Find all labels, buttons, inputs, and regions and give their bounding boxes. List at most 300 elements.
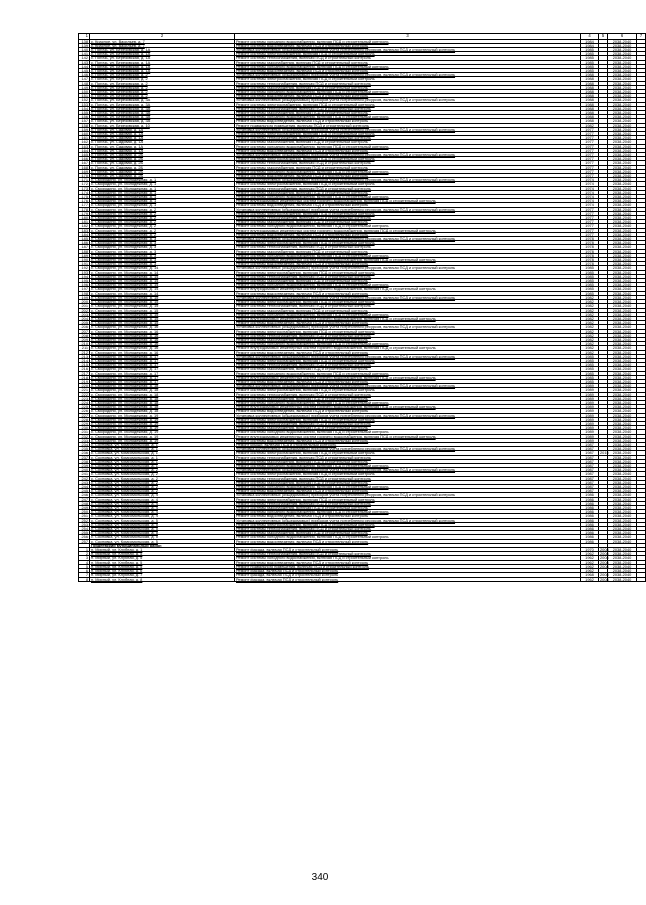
planned-period-cell: 2038-2040 [608,186,637,190]
build-year-cell: 1985 [581,358,599,362]
address-cell: с. Смородино, ул. Молодежная, д. 15 [90,304,235,308]
planned-period-cell: 2038-2040 [608,249,637,253]
build-year-cell: 1985 [581,274,599,278]
row-number: 197 [79,287,90,291]
build-year-cell: 1982 [581,300,599,304]
row-number: 254 [79,527,90,531]
row-number: 211 [79,346,90,350]
planned-period-cell: 2038-2040 [608,514,637,518]
address-cell: с. Погочь, ул. Березовская, д. 3А [90,102,235,106]
table-body [79,39,646,581]
address-cell: с. Сосновка, ул. Комсомольская, д. 2 [90,485,235,489]
address-cell: с. Погочь, ул. Березовская, д. 10 [90,123,235,127]
row-number: 162 [79,140,90,144]
address-cell: с. Смородино, ул. Молодежная, д. 14 [90,270,235,274]
build-year-cell: 1986 [581,535,599,539]
planned-period-cell: 2038-2040 [608,552,637,556]
work-type-cell: Ремонт системы газоснабжения, включая ПСД и строительный контроль [235,308,581,312]
row-number: 248 [79,501,90,505]
work-type-cell: Ремонт системы электроснабжения, включая ПСД и строительный контроль [235,102,581,106]
build-year-cell: 1977 [581,144,599,148]
planned-period-cell: 2038-2040 [608,56,637,60]
address-cell: с. Погочь, ул. Березовская, д. 1А [90,52,235,56]
build-year-cell: 1985 [581,363,599,367]
planned-period-cell: 2038-2040 [608,106,637,110]
address-cell: с. Погочь, ул. Березовская, д. 1А [90,47,235,51]
row-number: 249 [79,506,90,510]
work-type-cell: Ремонт системы водоотведения, включая ПСД и строительный контроль [235,174,581,178]
build-year-cell: 1987 [581,489,599,493]
build-year-cell: 1986 [581,539,599,543]
planned-period-cell: 2038-2040 [608,358,637,362]
build-year-cell: 1974 [581,199,599,203]
build-year-cell: 1985 [581,379,599,383]
planned-period-cell: 2038-2040 [608,245,637,249]
build-year-cell: 1988 [581,102,599,106]
address-cell: с. Погочь, ул. Березовская, д. 3А [90,110,235,114]
work-type-cell: Ремонт системы теплоснабжения, включая ПСД и строительный контроль [235,363,581,367]
build-year-cell: 1986 [581,493,599,497]
planned-period-cell: 2038-2040 [608,350,637,354]
row-number: 227 [79,413,90,417]
address-cell: с. Смородино, ул. Молодежная, д. 17 [90,379,235,383]
row-number: 217 [79,371,90,375]
address-cell: с. Смородино, ул. Молодежная, д. 15 [90,312,235,316]
build-year-cell: 1978 [581,258,599,262]
address-cell: с. Смородино, ул. Молодежная, д. 1 [90,178,235,182]
planned-period-cell: 2038-2040 [608,258,637,262]
work-type-cell: Ремонт системы водоотведения, включая ПСД и строительный контроль [235,409,581,413]
work-type-cell: Ремонт системы теплоснабжения, включая ПСД и строительный контроль [235,56,581,60]
work-type-cell: Ремонт системы холодного водоснабжения, включая ПСД и строительный контроль [235,89,581,93]
work-type-cell: Ремонт внутридомовых инженерных систем горячего водоснабжения, включая ПСД и строительный контроль [235,287,581,291]
address-cell: с. Сосновка, ул. Комсомольская, д. 5 [90,531,235,535]
row-number: 234 [79,443,90,447]
work-type-cell: Установка коллективных (общедомовых) приборов учета потребления ресурсов, включая ПСД и строительный контроль [235,73,581,77]
planned-period-cell: 2038-2040 [608,396,637,400]
build-year-cell: 1989 [581,405,599,409]
row-number: 191 [79,262,90,266]
planned-period-cell: 2038-2040 [608,501,637,505]
work-type-cell: Ремонт системы холодного водоснабжения, включая ПСД и строительный контроль [235,342,581,346]
row-number: 173 [79,186,90,190]
row-number: 233 [79,438,90,442]
row-number: 6 [79,569,90,573]
planned-period-cell: 2038-2040 [608,220,637,224]
planned-period-cell: 2038-2040 [608,409,637,413]
planned-period-cell: 2038-2040 [608,199,637,203]
work-type-cell: Ремонт системы электроснабжения, включая ПСД и строительный контроль [235,451,581,455]
row-number: 237 [79,455,90,459]
address-cell: с. Смородино, ул. Молодежная, д. 17 [90,354,235,358]
planned-period-cell: 2038-2040 [608,60,637,64]
work-type-cell: Ремонт системы холодного водоснабжения, включая ПСД и строительный контроль [235,195,581,199]
build-year-cell: 1986 [581,501,599,505]
work-type-cell: Ремонт внутридомовых инженерных систем горячего водоснабжения, включая ПСД и строительный контроль [235,228,581,232]
planned-period-cell: 2038-2040 [608,43,637,47]
build-year-cell: 1988 [581,77,599,81]
last-repair-year-cell: 2008 [600,547,609,553]
planned-period-cell: 2038-2040 [608,443,637,447]
address-cell: с. Смородино, ул. Молодежная, д. 15 [90,300,235,304]
build-year-cell: 1978 [581,245,599,249]
row-number: 180 [79,216,90,220]
row-number: 165 [79,152,90,156]
work-type-cell: Ремонт системы электроснабжения, включая ПСД и строительный контроль [235,52,581,56]
planned-period-cell: 2038-2040 [608,468,637,472]
work-type-cell: Ремонт системы газоснабжения, включая ПСД и строительный контроль [235,60,581,64]
address-cell: с. Смородино, ул. Молодежная, д. 16 [90,342,235,346]
row-number: 236 [79,451,90,455]
planned-period-cell: 2038-2040 [608,182,637,186]
address-cell: с. Погочь, ул. Березовская, д. 3А [90,119,235,123]
address-cell: с. Красное, ул. Васильев, д. 7 [90,43,235,47]
planned-period-cell: 2038-2040 [608,556,637,560]
address-cell: с. Смородино, ул. Молодежная, д. 14 [90,279,235,283]
address-cell: с. Смородино, ул. Молодежная, д. 1 [90,190,235,194]
address-cell: с. Смородино, ул. Молодежная, д. 2 [90,220,235,224]
row-number: 178 [79,207,90,211]
build-year-cell: 1974 [581,182,599,186]
row-number: 151 [79,94,90,98]
row-number: 183 [79,228,90,232]
row-number: 235 [79,447,90,451]
work-type-cell: Установка коллективных (общедомовых) приборов учета потребления ресурсов, включая ПСД и строительный контроль [235,413,581,417]
address-cell: с. Сосновка, ул. Комсомольская, д. 4 [90,514,235,518]
work-type-cell: Ремонт системы газоснабжения, включая ПСД и строительный контроль [235,396,581,400]
work-type-cell: Ремонт системы водоотведения, включая ПСД и строительный контроль [235,68,581,72]
build-year-cell: 1978 [581,241,599,245]
row-number: 208 [79,333,90,337]
address-cell: с. Смородино, ул. Молодежная, д. 18 [90,409,235,413]
last-repair-year-cell: 2008 [600,576,609,582]
row-number: 186 [79,241,90,245]
build-year-cell: 1977 [581,216,599,220]
planned-period-cell: 2038-2040 [608,190,637,194]
address-cell: с. Смородино, ул. Молодежная, д. 14 [90,274,235,278]
build-year-cell: 1986 [581,510,599,514]
address-cell: с. Смородино, ул. Молодежная, д. 18 [90,396,235,400]
build-year-cell: 1974 [581,190,599,194]
build-year-cell: 1989 [581,392,599,396]
address-cell: с. Сосновка, ул. Комсомольская, д. 1 [90,455,235,459]
row-number: 174 [79,190,90,194]
work-type-cell: Ремонт системы водоотведения, включая ПСД и строительный контроль [235,43,581,47]
address-cell: с. Смородино, ул. Молодежная, д. 2 [90,211,235,215]
work-type-cell: Ремонт системы газоснабжения, включая ПСД и строительный контроль [235,165,581,169]
planned-period-cell: 2038-2040 [608,152,637,156]
build-year-cell: 1988 [581,119,599,123]
build-year-cell: 1985 [581,266,599,270]
row-number: 229 [79,421,90,425]
row-number: 209 [79,337,90,341]
address-cell: с. Сосновка, ул. Комсомольская, д. 2 [90,472,235,476]
build-year-cell: 1985 [581,64,599,68]
row-number: 169 [79,169,90,173]
build-year-cell: 1977 [581,169,599,173]
work-type-cell: Ремонт системы холодного водоснабжения, включая ПСД и строительный контроль [235,169,581,173]
work-type-cell: Ремонт системы водоотведения, включая ПСД и строительный контроль [235,94,581,98]
row-number: 4 [79,560,90,564]
planned-period-cell: 2038-2040 [608,144,637,148]
address-cell: с. Смородино, ул. Молодежная, д. 3 [90,253,235,257]
planned-period-cell: 2038-2040 [608,89,637,93]
build-year-cell: 1987 [581,443,599,447]
row-number: 144 [79,64,90,68]
build-year-cell: 1977 [581,157,599,161]
build-year-cell: 1985 [581,60,599,64]
row-number: 146 [79,73,90,77]
work-type-cell: Ремонт системы водоотведения, включая ПСД и строительный контроль [235,379,581,383]
row-number: 175 [79,195,90,199]
address-cell: с. Смородино, ул. Молодежная, д. 1 [90,195,235,199]
build-year-cell: 1987 [581,447,599,451]
planned-period-cell: 2038-2040 [608,363,637,367]
row-number: 200 [79,300,90,304]
address-cell: с. Погочь, ул. Садовая, д. 2Б [90,157,235,161]
planned-period-cell: 2038-2040 [608,430,637,434]
work-type-cell: Ремонт системы электроснабжения, включая ПСД и строительный контроль [235,522,581,526]
row-number: 155 [79,110,90,114]
address-cell: с. Погочь, ул. Березовская, д. 1А [90,64,235,68]
work-type-cell: Ремонт системы электроснабжения, включая ПСД и строительный контроль [235,388,581,392]
row-number: 251 [79,514,90,518]
address-cell: с. Сосновка, ул. Комсомольская, д. 4 [90,501,235,505]
last-repair-year-cell: 2008 [600,563,609,569]
row-number: 7 [79,573,90,577]
row-number: 143 [79,60,90,64]
row-number: 238 [79,459,90,463]
last-repair-year-cell: 2008 [600,572,609,578]
planned-period-cell: 2038-2040 [608,165,637,169]
column-header: 1 [79,34,90,40]
address-cell: с. Смородино, ул. Молодежная, д. 3 [90,245,235,249]
build-year-cell: 1985 [581,375,599,379]
row-number: 159 [79,127,90,131]
row-number: 156 [79,115,90,119]
build-year-cell: 1977 [581,152,599,156]
row-number: 239 [79,464,90,468]
row-number: 153 [79,102,90,106]
build-year-cell: 1989 [581,417,599,421]
work-type-cell: Ремонт внутридомовых инженерных систем горячего водоснабжения, включая ПСД и строительный контроль [235,199,581,203]
build-year-cell: 1974 [581,203,599,207]
address-cell: с. Смородино, ул. Молодежная, д. 3 [90,258,235,262]
row-number: 241 [79,472,90,476]
build-year-cell: 1982 [581,312,599,316]
address-cell: с. Смородино, ул. Молодежная, д. 2 [90,228,235,232]
work-type-cell: Ремонт системы теплоснабжения, включая ПСД и строительный контроль [235,552,581,556]
planned-period-cell: 2038-2040 [608,564,637,568]
work-type-cell: Ремонт системы водоотведения, включая ПСД и строительный контроль [235,489,581,493]
planned-period-cell: 2038-2040 [608,274,637,278]
work-type-cell: Ремонт системы теплоснабжения, включая ПСД и строительный контроль [235,274,581,278]
build-year-cell: 1988 [581,81,599,85]
work-type-cell: Ремонт системы холодного водоснабжения, включая ПСД и строительный контроль [235,224,581,228]
row-number: 181 [79,220,90,224]
planned-period-cell: 2038-2040 [608,438,637,442]
build-year-cell: 1978 [581,249,599,253]
build-year-cell: 1988 [581,110,599,114]
build-year-cell: 1986 [581,531,599,535]
build-year-cell: 1982 [581,329,599,333]
build-year-cell: 1974 [581,195,599,199]
row-number: 190 [79,258,90,262]
row-number: 220 [79,384,90,388]
planned-period-cell: 2038-2040 [608,304,637,308]
address-cell: с. Смородино, ул. Молодежная, д. 18 [90,392,235,396]
build-year-cell: 1977 [581,127,599,131]
address-cell: с. Погочь, ул. Березовская, д. 2 [90,81,235,85]
last-repair-year-cell: 2008 [600,551,609,557]
planned-period-cell: 2038-2040 [608,392,637,396]
planned-period-cell: 2038-2040 [608,211,637,215]
work-type-cell: Установка коллективных (общедомовых) приборов учета потребления ресурсов, включая ПСД и строительный контроль [235,98,581,102]
address-cell: с. Смородино, ул. Молодежная, д. 1 [90,199,235,203]
row-number: 224 [79,400,90,404]
work-type-cell: Установка коллективных (общедомовых) приборов учета потребления ресурсов, включая ПСД и строительный контроль [235,152,581,156]
build-year-cell: 1962 [581,569,599,573]
address-cell: с. Погочь, ул. Березовская, д. 1А [90,68,235,72]
build-year-cell: 1962 [581,577,599,581]
planned-period-cell: 2038-2040 [608,400,637,404]
build-year-cell: 1985 [581,56,599,60]
work-type-cell: Ремонт системы газоснабжения, включая ПСД и строительный контроль [235,85,581,89]
row-number: 149 [79,85,90,89]
planned-period-cell: 2038-2040 [608,539,637,543]
work-type-cell: Ремонт системы водоотведения, включая ПСД и строительный контроль [235,321,581,325]
planned-period-cell: 2038-2040 [608,39,637,43]
row-number: 231 [79,430,90,434]
planned-period-cell: 2038-2040 [608,329,637,333]
row-number: 157 [79,119,90,123]
planned-period-cell: 2038-2040 [608,493,637,497]
row-number: 246 [79,493,90,497]
planned-period-cell: 2038-2040 [608,367,637,371]
planned-period-cell: 2038-2040 [608,375,637,379]
address-cell: с. Сосновка, ул. Комсомольская, д. 4 [90,506,235,510]
work-type-cell: Ремонт системы теплоснабжения, включая ПСД и строительный контроль [235,186,581,190]
planned-period-cell: 2038-2040 [608,169,637,173]
work-type-cell: Ремонт системы теплоснабжения, включая ПСД и строительный контроль [235,161,581,165]
planned-period-cell: 2038-2040 [608,510,637,514]
planned-period-cell: 2038-2040 [608,203,637,207]
column-header: 3 [235,34,581,40]
address-cell: с. Сосновка, ул. Комсомольская, д. 5 [90,522,235,526]
work-type-cell: Установка коллективных (общедомовых) приборов учета потребления ресурсов, включая ПСД и строительный контроль [235,266,581,270]
row-number: 230 [79,426,90,430]
build-year-cell: 1988 [581,98,599,102]
address-cell: с. Смородино, ул. Молодежная, д. 16 [90,337,235,341]
work-type-cell: Ремонт системы газоснабжения, включая ПСД и строительный контроль [235,480,581,484]
row-number: 188 [79,249,90,253]
work-type-cell: Ремонт системы водоотведения, включая ПСД и строительный контроль [235,148,581,152]
planned-period-cell: 2038-2040 [608,47,637,51]
planned-period-cell: 2038-2040 [608,148,637,152]
column-header: 5 [599,34,608,40]
planned-period-cell: 2038-2040 [608,333,637,337]
column-header: 7 [637,34,646,40]
build-year-cell: 1985 [581,291,599,295]
address-cell: с. Погочь, ул. Березовская, д. 3А [90,115,235,119]
work-type-cell: Ремонт системы водоотведения, включая ПСД и строительный контроль [235,203,581,207]
row-number: 145 [79,68,90,72]
build-year-cell: 1977 [581,228,599,232]
work-type-cell: Установка коллективных (общедомовых) приборов учета потребления ресурсов, включая ПСД и строительный контроль [235,178,581,182]
row-number: 212 [79,350,90,354]
row-number: 221 [79,388,90,392]
planned-period-cell: 2038-2040 [608,476,637,480]
address-cell: с. Смородино, ул. Молодежная, д. 1 [90,203,235,207]
work-type-cell: Ремонт системы электроснабжения, включая ПСД и строительный контроль [235,270,581,274]
build-year-cell: 1985 [581,68,599,72]
work-type-cell: Ремонт фасада, включая ПСД и строительный контроль [235,548,581,552]
planned-period-cell: 2038-2040 [608,379,637,383]
row-number: 194 [79,274,90,278]
work-type-cell: Ремонт подвального помещения, включая ПСД и строительный контроль [235,123,581,127]
work-type-cell: Ремонт системы газоснабжения, включая ПСД и строительный контроль [235,140,581,144]
address-cell: с. Смородино, ул. Молодежная, д. 18 [90,388,235,392]
address-cell: с. Смородино, ул. Молодежная, д. 19 [90,417,235,421]
build-year-cell: 1985 [581,287,599,291]
build-year-cell: 1977 [581,165,599,169]
work-type-cell: Установка коллективных (общедомовых) приборов учета потребления ресурсов, включая ПСД и строительный контроль [235,384,581,388]
planned-period-cell: 2038-2040 [608,384,637,388]
build-year-cell: 1988 [581,89,599,93]
planned-period-cell: 2038-2040 [608,73,637,77]
planned-period-cell: 2038-2040 [608,426,637,430]
address-cell: с. Погочь, ул. Садовая, д. 1А [90,136,235,140]
address-cell: с. Смородино, ул. Молодежная, д. 14 [90,283,235,287]
row-number: 199 [79,295,90,299]
build-year-cell: 1977 [581,140,599,144]
build-year-cell: 1988 [581,115,599,119]
row-number: 243 [79,480,90,484]
build-year-cell: 1977 [581,174,599,178]
work-type-cell: Установка коллективных (общедомовых) приборов учета потребления ресурсов, включая ПСД и строительный контроль [235,237,581,241]
address-cell: с. Смородино, ул. Молодежная, д. 16 [90,333,235,337]
row-number: 253 [79,522,90,526]
build-year-cell: 1989 [581,396,599,400]
planned-period-cell: 2038-2040 [608,266,637,270]
work-type-cell: Ремонт системы теплоснабжения, включая ПСД и строительный контроль [235,501,581,505]
planned-period-cell: 2038-2040 [608,228,637,232]
address-cell: с. Смородино, ул. Молодежная, д. 17 [90,358,235,362]
planned-period-cell: 2038-2040 [608,174,637,178]
column-header: 6 [608,34,637,40]
address-cell: с. Смородино, ул. Молодежная, д. 17 [90,367,235,371]
row-number: 232 [79,434,90,438]
planned-period-cell: 2038-2040 [608,308,637,312]
row-number: 216 [79,367,90,371]
build-year-cell: 1978 [581,262,599,266]
address-cell: с. Сосновка, ул. Комсомольская, д. 4 [90,510,235,514]
row-number: 171 [79,178,90,182]
work-type-cell: Ремонт системы холодного водоснабжения, включая ПСД и строительный контроль [235,64,581,68]
row-number: 3 [79,556,90,560]
build-year-cell: 1986 [581,518,599,522]
row-number: 176 [79,199,90,203]
address-cell: с. Смородино, ул. Молодежная, д. 16 [90,325,235,329]
address-cell: п. Мирный, ул. Клубная, д. 5 [90,552,235,556]
planned-period-cell: 2038-2040 [608,232,637,236]
row-number: 166 [79,157,90,161]
work-type-cell: Установка коллективных (общедомовых) приборов учета потребления ресурсов, включая ПСД и строительный контроль [235,325,581,329]
build-year-cell: 1985 [581,283,599,287]
row-number: 242 [79,476,90,480]
build-year-cell: 1989 [581,430,599,434]
build-year-cell: 1962 [581,552,599,556]
